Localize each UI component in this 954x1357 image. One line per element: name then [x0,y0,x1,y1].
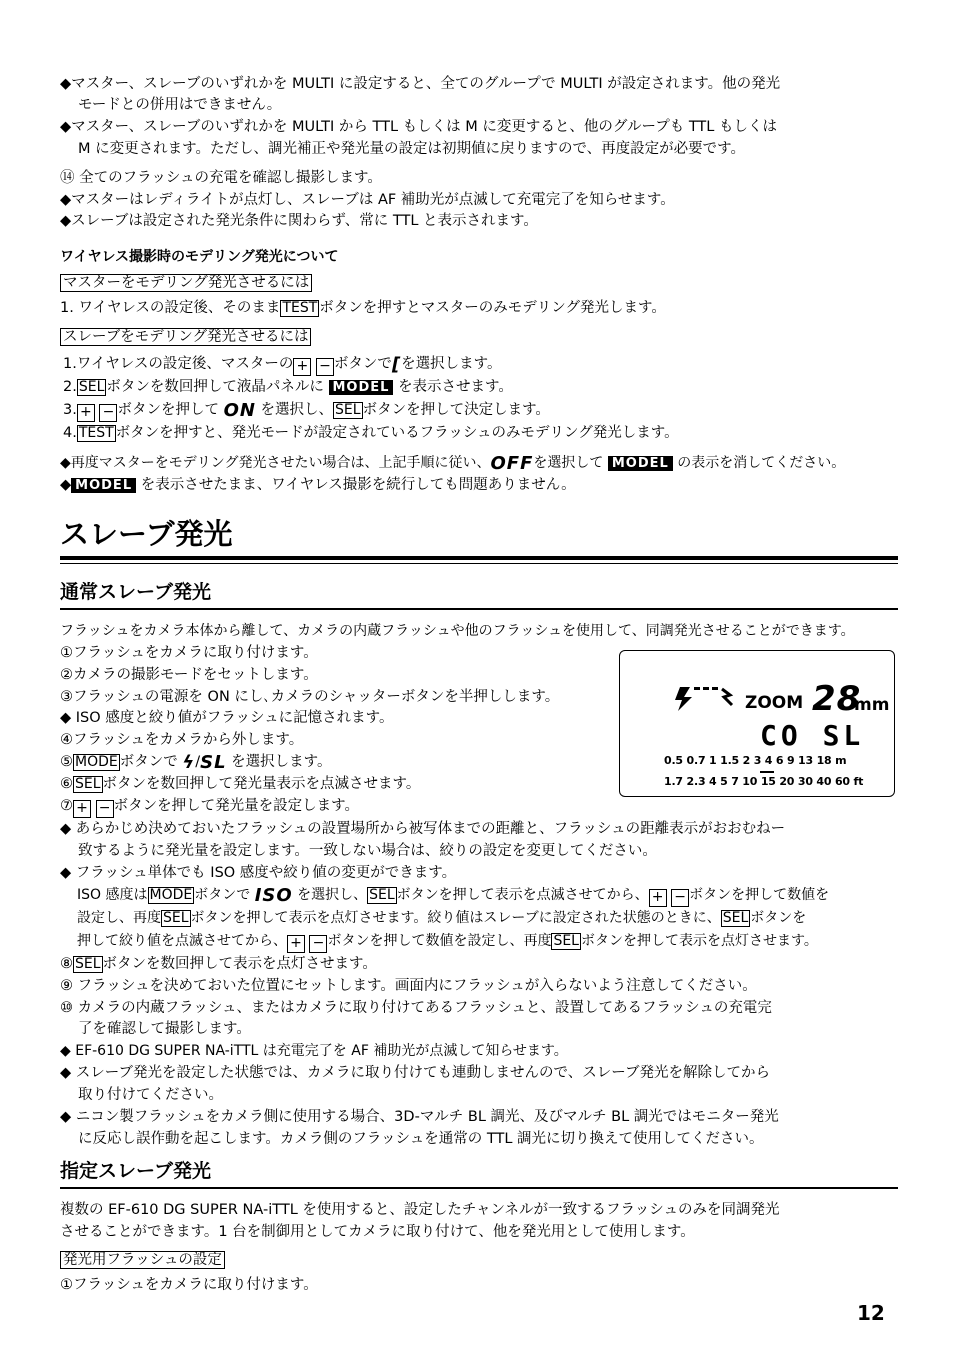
normal-note-4: ◆ スレーブ発光を設定した状態では、カメラに取り付けても連動しませんので、スレーブ発光を解除してから [60,1065,771,1081]
modeling-note-2: ◆ MODEL を表示させたまま、ワイヤレス撮影を続行しても問題ありません。 [60,477,576,493]
on-segment: ON [223,400,256,421]
lcd-mode: CO SL [760,719,865,752]
normal-intro: フラッシュをカメラ本体から離して、カメラの内蔵フラッシュや他のフラッシュを使用して、同調発光させることができます。 [60,623,855,639]
sel-key: SEL [75,956,101,972]
normal-note-5-cont: に反応し誤作動を起こします。カメラ側のフラッシュを通常の TTL 調光に切り換えて使用してください。 [78,1131,764,1147]
normal-step-2: ②カメラの撮影モードをセットします。 [60,667,318,683]
model-badge: MODEL [608,456,673,471]
minus-key: − [96,800,114,818]
normal-note-1-cont: 致するように発光量を設定します。一致しない場合は、絞りの設定を変更してください。 [78,843,657,859]
multi-note-1: ◆マスター、スレーブのいずれかを MULTI に設定すると、全てのグループで MULTI が設定されます。他の発光 [60,76,781,92]
page-number: 12 [857,1301,885,1325]
slave-step-3: 3. + − ボタンを押して ON を選択し、 SEL ボタンを押して決定します。 [63,400,550,421]
sel-key: SEL [335,402,361,418]
lcd-panel [619,650,895,797]
normal-step-8: ⑧ SEL ボタンを数回押して表示を点灯させます。 [60,956,377,972]
slave-step-1: 1.ワイヤレスの設定後、マスターの + − ボタンで[を選択します。 [63,354,502,375]
normal-slave-title: 通常スレーブ発光 [60,581,212,603]
plus-key: + [649,889,667,907]
master-modeling-step: 1. ワイヤレスの設定後、そのまま TEST ボタンを押すとマスターのみモデリング発光します。 [60,300,666,316]
designated-box: 発光用フラッシュの設定 [60,1251,225,1269]
plus-key: + [77,404,95,422]
normal-step-1: ①フラッシュをカメラに取り付けます。 [60,645,318,661]
iso-segment: ISO [254,885,293,906]
test-key: TEST [282,300,318,316]
normal-step-5: ⑤ MODE ボタンで ϟ/SL を選択します。 [60,752,332,773]
model-badge: MODEL [329,380,394,395]
designated-slave-title: 指定スレーブ発光 [60,1160,212,1182]
designated-step-1: ①フラッシュをカメラに取り付けます。 [60,1277,318,1293]
lcd-feet-scale: 1.7 2.3 4 5 7 10 15 20 30 40 60 ft [664,775,864,788]
sel-key: SEL [75,776,101,792]
multi-note-1-cont: モードとの併用はできません。 [78,97,282,113]
step-14: ⑭ 全てのフラッシュの充電を確認し撮影します。 [60,170,382,186]
slave-bracket-icon: [ [391,354,402,375]
section-rule [60,556,898,560]
slave-step-2: 2. SEL ボタンを数回押して液晶パネルに MODEL を表示させます。 [63,379,513,395]
normal-note-4-cont: 取り付けてください。 [78,1087,223,1103]
lcd-unit: mm [854,695,890,715]
sel-key: SEL [553,933,579,949]
normal-slave-rule [60,608,898,610]
normal-step-3: ③フラッシュの電源を ON にし､カメラのシャッターボタンを半押しします。 [60,689,560,705]
normal-step-4: ④フラッシュをカメラから外します。 [60,732,304,748]
designated-slave-rule [60,1187,898,1189]
off-segment: OFF [490,453,534,474]
multi-note-2-cont: M に変更されます。ただし、調光補正や発光量の設定は初期値に戻りますので、再度設定が必要です。 [78,141,746,157]
minus-key: − [671,889,689,907]
mode-key: MODE [75,754,118,770]
section-rule-thin [60,563,898,564]
sel-key: SEL [78,379,105,395]
modeling-heading: ワイヤレス撮影時のモデリング発光について [60,249,339,265]
normal-note-1: ◆ あらかじめ決めておいたフラッシュの設置場所から被写体までの距離と、フラッシュの距離表示がおおむねー [60,821,786,837]
normal-note-2-line-a: ISO 感度は MODE ボタンで ISO を選択し、 SEL ボタンを押して表示を点滅させてから、 + − ボタンを押して数値を [77,885,830,906]
slave-step-4: 4. TEST ボタンを押すと、発光モードが設定されているフラッシュのみモデリング発光します。 [63,425,679,441]
step-14-note-2: ◆スレーブは設定された発光条件に関わらず、常に TTL と表示されます。 [60,213,538,229]
slave-flash-icon [672,683,734,713]
normal-note-2-line-b: 設定し、再度 SEL ボタンを押して表示を点灯させます。絞り値はスレーブに設定された状態のときに、 SEL ボタンを [77,910,807,926]
lcd-zoom-label: ZOOM [745,693,804,713]
lcd-zoom-value: 28 [812,679,862,719]
designated-para-1: 複数の EF-610 DG SUPER NA-iTTL を使用すると、設定したチャンネルが一致するフラッシュのみを同調発光 [60,1202,780,1218]
multi-note-2: ◆マスター、スレーブのいずれかを MULTI から TTL もしくは M に変更すると、他のグループも TTL もしくは [60,119,777,135]
master-modeling-box: マスターをモデリング発光させるには [60,274,312,292]
lcd-meter-scale: 0.5 0.7 1 1.5 2 3 4 6 9 13 18 m [664,754,847,767]
slave-flash-icon: ϟ [182,752,196,773]
normal-step-3-note: ◆ ISO 感度と絞り値がフラッシュに記憶されます。 [60,710,394,726]
minus-key: − [309,935,327,953]
test-key: TEST [78,425,114,441]
mode-key: MODE [149,887,193,903]
step-14-note-1: ◆マスターはレディライトが点灯し、スレーブは AF 補助光が点滅して充電完了を知らせます。 [60,192,675,208]
plus-key: + [293,358,311,376]
sel-key: SEL [163,910,189,926]
normal-note-2-line-c: 押して絞り値を点滅させてから、 + − ボタンを押して数値を設定し、再度 SEL ボタンを押して表示を点灯させます。 [77,933,818,951]
model-badge: MODEL [71,478,136,493]
slave-modeling-box: スレーブをモデリング発光させるには [60,328,311,346]
normal-step-10-cont: 了を確認して撮影します。 [78,1021,251,1037]
normal-step-7: ⑦ + − ボタンを押して発光量を設定します。 [60,798,359,816]
section-title: スレーブ発光 [60,517,233,551]
minus-key: − [316,358,334,376]
minus-key: − [99,404,117,422]
normal-note-2: ◆ フラッシュ単体でも ISO 感度や絞り値の変更ができます。 [60,865,457,881]
normal-step-6: ⑥ SEL ボタンを数回押して発光量表示を点滅させます。 [60,776,421,792]
designated-para-2: させることができます。1 台を制御用としてカメラに取り付けて、他を発光用として使用します。 [60,1224,695,1240]
normal-step-9: ⑨ フラッシュを決めておいた位置にセットします。画面内にフラッシュが入らないよう注意してください。 [60,978,757,994]
plus-key: + [73,800,91,818]
normal-note-5: ◆ ニコン製フラッシュをカメラ側に使用する場合、3D-マルチ BL 調光、及びマルチ BL 調光ではモニター発光 [60,1109,779,1125]
normal-step-10: ⑩ カメラの内蔵フラッシュ、またはカメラに取り付けてあるフラッシュと、設置してあるフラッシュの充電完 [60,1000,772,1016]
plus-key: + [287,935,305,953]
normal-note-3: ◆ EF-610 DG SUPER NA-iTTL は充電完了を AF 補助光が点滅して知らせます。 [60,1043,568,1059]
sel-key: SEL [722,910,749,926]
lcd-distance-marker [760,771,774,773]
sl-segment: SL [200,752,227,773]
modeling-note-1: ◆再度マスターをモデリング発光させたい場合は、上記手順に従い、OFFを選択して MODEL の表示を消してください。 [60,453,846,474]
sel-key: SEL [369,887,395,903]
